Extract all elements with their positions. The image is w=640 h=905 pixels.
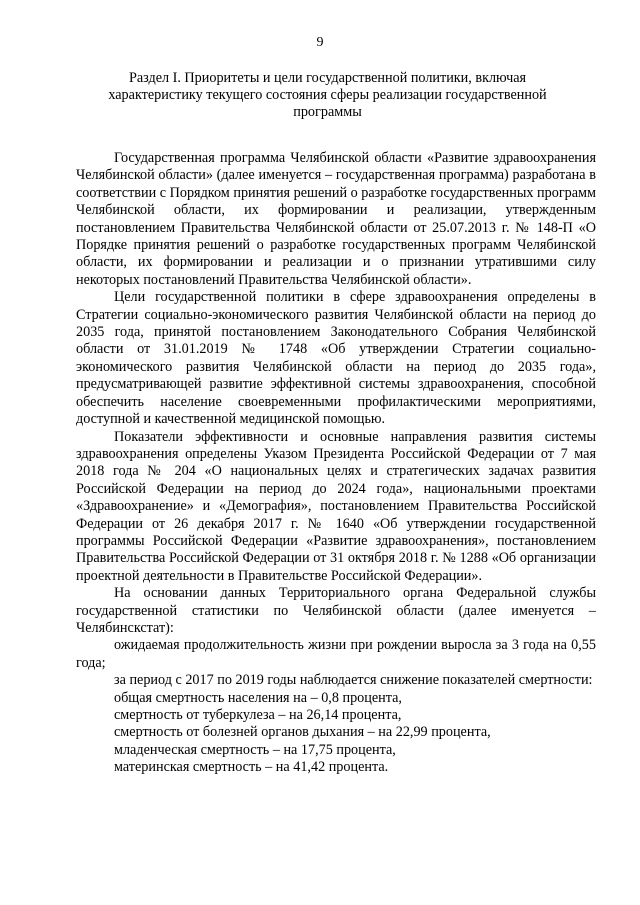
section-title: Раздел I. Приоритеты и цели государственной политики, включая характеристику текущего состояния сферы реализации государственной программы — [108, 70, 547, 120]
paragraph-life-expectancy: ожидаемая продолжительность жизни при рождении выросла за 3 года на 0,55 года; — [76, 637, 596, 671]
mortality-item-general: общая смертность населения на – 0,8 процента, — [114, 689, 402, 706]
mortality-item-maternal: материнская смертность – на 41,42 процента. — [114, 759, 389, 776]
page-number: 9 — [316, 35, 324, 50]
paragraph-mortality-intro: за период с 2017 по 2019 годы наблюдается снижение показателей смертности: — [114, 672, 593, 689]
mortality-item-respiratory: смертность от болезней органов дыхания – на 22,99 процента, — [114, 724, 491, 741]
document-body — [76, 150, 596, 777]
paragraph-policy-goals: Цели государственной политики в сфере здравоохранения определены в Стратегии социально-экономического развития Челябинской области на период до 2035 года, принятой постановлением Законодательного Собрания Челябинской области от 31.01.2019 № 1748 «Об утверждении Стратегии социально-экономического развития Челябинской области на период до 2035 года», предусматривающей развитие эффективной системы здравоохранения, способной обеспечить население своевременными профилактическими мероприятиями, доступной и качественной медицинской помощью. — [76, 289, 596, 428]
paragraph-performance-indicators: Показатели эффективности и основные направления развития системы здравоохранения определены Указом Президента Российской Федерации от 7 мая 2018 года № 204 «О национальных целях и стратегических задачах развития Российской Федерации на период до 2024 года», национальными проектами «Здравоохранение» и «Демография», постановлением Правительства Российской Федерации от 26 декабря 2017 г. № 1640 «Об утверждении государственной программы Российской Федерации «Развитие здравоохранения», постановлением Правительства Российской Федерации от 31 октября 2018 г. № 1288 «Об организации проектной деятельности в Правительстве Российской Федерации». — [76, 428, 596, 584]
paragraph-program-basis: Государственная программа Челябинской области «Развитие здравоохранения Челябинской области» (далее именуется – государственная программа) разработана в соответствии с Порядком принятия решений о разработке государственных программ Челябинской области, их формировании и реализации, утвержденным постановлением Правительства Челябинской области от 25.07.2013 г. № 148-П «О Порядке принятия решений о разработке государственных программ Челябинской области, их формировании и реализации и о признании утратившими силу некоторых постановлений Правительства Челябинской области». — [76, 150, 596, 288]
mortality-item-tuberculosis: смертность от туберкулеза – на 26,14 процента, — [114, 707, 402, 723]
mortality-item-infant: младенческая смертность – на 17,75 процента, — [114, 741, 396, 758]
paragraph-statistics-intro: На основании данных Территориального органа Федеральной службы государственной статистики по Челябинской области (далее именуется – Челябинскстат): — [76, 585, 596, 636]
